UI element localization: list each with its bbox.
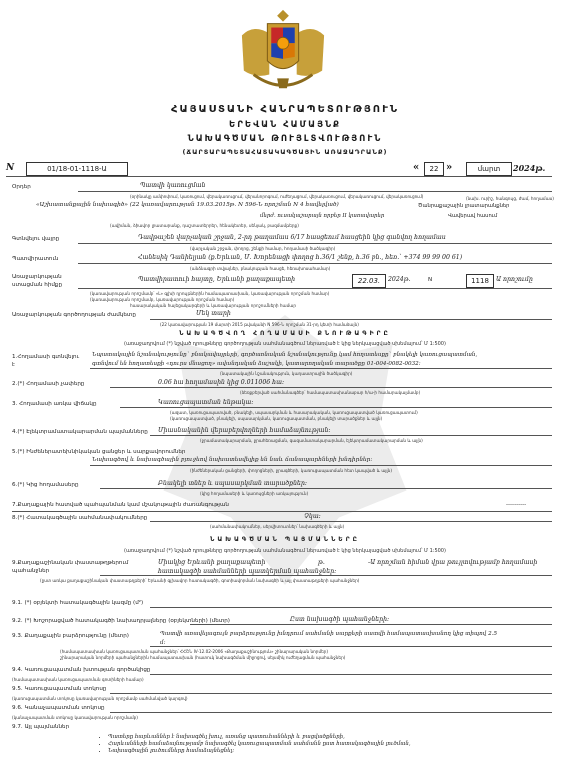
header-permit: ՆԱԽԱԳԾՄԱՆ ԹՈՒՅԼՏՎՈՒԹՅՈՒՆ xyxy=(187,134,383,144)
item95-note: (կառուցապատման տոկոսը կառավարության որոշմամբ սահմանված կարգով) xyxy=(12,696,188,701)
customer-note: (անձնագրի տվյալներ, բնակության հասցե, հեռախոսահամար) xyxy=(190,266,331,271)
item2-value: 0.06 հա հողամասին կից 0.011006 հա: xyxy=(158,379,285,386)
item93-note: (համապատասխան կառուցապատման պահանջներ՝ ՀՀՇՆ IV-12.02-2006 «Քաղաքաշինություն» շինարարական նորմեր) xyxy=(60,649,329,654)
basis-year: 2024թ. xyxy=(388,276,411,283)
item6-note: (կից հողամասերի և կառույցների առկայություն) xyxy=(200,491,309,496)
item94-label: 9.4. Կառուցապատման խտության գործակիցը xyxy=(12,667,151,673)
item3-value: Կառուցապատման ենթակա: xyxy=(158,399,254,406)
doc-day-field: 22 xyxy=(424,162,444,176)
basis-h: N xyxy=(428,277,433,283)
location-value: Դավթաշեն վարչական շրջան, 2-րդ թաղամաս 6/17 հասցեում հասցեին կից գանվող հողամաս xyxy=(138,234,446,241)
item1-value: Նպատակային նշանակությունը` բնակավայրերի, գործառնական նշանակությունը կամ հողատեսքը` բնակելի կառուցապատման, xyxy=(92,352,478,358)
basis-value: Պատվիրատուի հայտը, Երևանի քաղաքապետի xyxy=(138,276,296,283)
customer-value: Հանեսիկ Դանիելյան (ք.Երևան, Մ. Խորենացի փողոց հ.36/1 շենք, հ.36 բն., հեռ.՝ +374 99 99 00 61) xyxy=(138,254,463,261)
basis-tail: Ա որոշումը xyxy=(496,276,533,283)
header-republic: ՀԱՅԱՍՏԱՆԻ ՀԱՆՐԱՊԵՏՈՒԹՅՈՒՆ xyxy=(170,104,400,115)
procedure-label: Առաջարկության գործողության ժամկետը xyxy=(12,312,136,318)
item93-label: 9.3. Քաղաքային բարձրությունը (մետր) xyxy=(12,633,129,639)
item3-note: (ազատ, կառուցապատված, բնակելի, սպասարկման և հասարակական, կառուցապատված կառուցապատում) xyxy=(170,410,418,415)
item8-label: 8.(*) Հատակագծային սահմանափակումները xyxy=(12,515,148,521)
basis-label2: ստացման հիմքը xyxy=(12,282,63,288)
procedure-note: (22 կառավարության 19 մարտի 2015 թվականի N 596-Ն որոշման 31-րդ կետի համաձայն) xyxy=(160,322,359,327)
location-note: (վարչական շրջան, փողոց, շենքի համար, հողամասի ծածկագիր) xyxy=(190,246,336,251)
orderer-label: Օրդեր xyxy=(12,184,31,190)
section1-intro: (առաջադրվում (*) նշված դրույթները գործողության սահմանագծում ներառված է կից ներկայացված սխեմայում՝ Մ 1:500) xyxy=(124,341,446,347)
item5-label: 5.(*) Ինժեներատեխնիկական ցանցեր և սարքավորումներ xyxy=(12,449,186,455)
item7-tail: ---------- xyxy=(506,502,527,508)
coat-of-arms-icon xyxy=(234,6,332,98)
item7-label: 7.Քաղաքային հատված պահպանման կամ մշակութային ժառանգության xyxy=(12,502,229,508)
location-label: Գտնվելու վայրը xyxy=(12,236,60,242)
list-item: • Նախագծային լուծումները համաձայնեցնել: xyxy=(108,748,548,754)
item93-value: Պատվի առավելագույն բարձրությունը խնդրում սահմանի սարքերի սատվի համապատասխանող կից տիպով 2.5 xyxy=(160,631,498,637)
item4-value: Միասնականին վերաբերվողների համաձայնության: xyxy=(158,427,331,434)
item1-label2: է xyxy=(12,362,15,368)
item8-value: Չկա: xyxy=(304,513,321,520)
item93-value2: մ: xyxy=(160,640,166,646)
orderer-value: Պատվի կառուցման xyxy=(140,182,206,189)
header-subtitle: (ՃԱՐՏԱՐԱՊԵՏԱՀԱՏԱԿԱԳԾԱՅԻՆ ԱՌԱՋԱԴՐԱՆՔ) xyxy=(182,148,388,156)
item2-note: (ձեռքբերված սահմանագծեր՝ համապատասխանաբար հ/ա-ի համարակալմամբ) xyxy=(240,390,421,395)
item91-label: 9.1. (*) օբյեկտի հատակագծային կազմը (մ²) xyxy=(12,600,144,606)
item96-label: 9.6. Կանաչապատման տոկոսը xyxy=(12,705,105,711)
item4-label: 4.(*) Էլեկտրամատակարարման պայմանները xyxy=(12,429,148,435)
item5-note: (ինժեներական ցանցերի, փողոցների, ջրագծերի, կառուցապատման հետ կապված և այլն) xyxy=(190,468,392,473)
item1-label: 1.Հողամասի գտնվելու xyxy=(12,354,80,360)
basis-note: (կառավարության որոշմամբ՝ «Լ» գլխի դրույթներին համապատասխան, կառավարության որոշման համար) xyxy=(90,291,330,296)
section2-intro: (առաջադրվում (*) նշված դրույթները գործողության սահմանագծում ներառված է կից ներկայացված սխեմայում՝ Մ 1:500) xyxy=(124,548,446,554)
item9-note: (ըստ առկա քաղաքաշինական փաստաթղթերի՝ Երևանի գլխավոր հատակագծի, գոտիավորման նախագծի և այլ փաստաթղթերի պահանջներ) xyxy=(40,578,360,583)
item92-value: Ըստ նախագծի պահանջների: xyxy=(290,616,390,623)
item9-value2: հատակագծի սահմանների պատկերման պահանջներ: xyxy=(158,568,337,575)
conditions-list xyxy=(96,734,548,755)
section1-title: ՆԱԽԱԳԾՎՈՂ ՀՈՂԱՄԱՍԻ ՔՆՈՒԹԱԳԻՐԸ xyxy=(179,330,391,337)
doc-number-field: 01/18-01-1118-Ա xyxy=(26,162,128,176)
item9-value: Միակից Երևանի քաղաքապետի xyxy=(158,559,266,566)
orderer-note: (օրինակը ամփոփում, կառուցում, վերակառուցում, վերանորոգում, ուժեղացում, վերակառուցում, վերակառուցում, վերակառուցում) xyxy=(130,194,424,199)
item94-note: (համապատասխան կառուցապատման գոտիների համար) xyxy=(12,677,144,682)
item9-value-c: -Ա որոշման հիման վրա թույլտվությամբ հողամասի xyxy=(368,559,538,566)
item3-label: 3. Հողամասի առկա վիճակը xyxy=(12,401,97,407)
item97-label: 9.7. Այլ պայմաններ xyxy=(12,724,70,730)
decree-note: (նախ. ուրիշ, հանգույց, ժամ, հողամաս) xyxy=(466,196,554,201)
decree-value: «Աշխատանքային նախագիծ» (22 կառավարության 19.03.2015թ. N 596-Ն որոշման N 4 հավելված) xyxy=(36,202,339,208)
quote-close: » xyxy=(446,162,453,173)
item8-note: (սահմանափակումներ, սերվիտուտներ՝ նախագծերի և այլն) xyxy=(210,524,345,529)
basis-note3: հասարակական հայեցակարգերի և կառավարության որոշումների համար xyxy=(130,303,296,308)
item9-label: 9.Քաղաքաշինական փաստաթղթերում xyxy=(12,560,129,566)
doc-number-label: N xyxy=(6,163,15,173)
procedure-value: Մեկ տարի xyxy=(196,310,231,317)
item1-note: (նպատակային նշանակություն, կադաստրային ծածկագիր) xyxy=(220,371,353,376)
object-note: (ավիման, ձիավոր լրատարանք, դաշտատերրեր, հենակետեր, սենյակ, բազմամթերք) xyxy=(110,223,299,228)
item1-value2: գտնվում են հողատեսքի «դուրս մնացող» ավանդական ձաշակի, կատարողական տարածքը 01-004-0082-0032: xyxy=(92,361,421,367)
quote-open: « xyxy=(413,162,420,173)
item92-label: 9.2. (*) Խոշորացված հատակագծի նախադրյալները (օբյեկտների) (մետր) xyxy=(12,618,230,624)
basis-label: Առաջարկության xyxy=(12,274,62,280)
decree-note2b: Վավերավ հասում xyxy=(448,213,498,219)
item95-label: 9.5. Կառուցապատման տոկոսը xyxy=(12,686,107,692)
item9-label2: պահանջներ xyxy=(12,568,50,574)
list-item: • Պատերը հարևաններ է նախագծել խուլ, առանց պատուհանների և բացվածքների, xyxy=(108,734,548,740)
customer-label: Պատվիրատուն xyxy=(12,256,59,262)
item2-label: 2.(*) Հողամասի չափերը xyxy=(12,381,85,387)
section2-title: ՆԱԽԱԳԾՄԱՆ ՊԱՅՄԱՆՆԵՐԸ xyxy=(210,536,360,543)
header-community: ԵՐԵՎԱՆ ՀԱՄԱՅՆՔ xyxy=(229,120,341,130)
item3-note2: (կառուցապատված, բնակելի, սպասարկման, կառուցապատման, բնակելի տարածքներ և այլն) xyxy=(170,416,383,421)
item9-value-b: թ. xyxy=(318,559,325,566)
item5-value: Նախագծով և նախագծային բյուջեով նախատեսվելիք են նաև ճանապարհների խնդիրներ: xyxy=(92,457,373,463)
basis-number-field: 1118 xyxy=(466,274,494,288)
item6-value: Բնակելի տներ և սպասարկման տարածքներ: xyxy=(158,480,307,487)
item4-note: (ջրամատակարարման, ջրահեռացման, գազամատակարարման, էլեկտրամատակարարման և այլն) xyxy=(200,438,423,443)
item93-note2: շինարարական նորմերի պահանջներին համապատասխան (հատուկ նախագծման միջոցով, սեյսմիկ ուժեղացման պահանջներ) xyxy=(60,655,346,660)
doc-month-field: մարտ xyxy=(466,162,512,176)
decree-right: Ծանրաքաշային լրատարանքներ xyxy=(418,203,510,209)
item6-label: 6.(*) Կից հողամասերը xyxy=(12,482,79,488)
basis-note2: (կառավարության որոշմամբ, կառավարության որոշման համար) xyxy=(90,297,235,302)
doc-year: 2024թ. xyxy=(513,163,546,173)
list-item: • Հարևանների համաձայնությամբ նախագծել կառուցապատման սահմանն ըստ հատակագծային լուծման, xyxy=(108,741,548,747)
basis-date-field: 22.03. xyxy=(352,274,386,288)
decree-note2: մերժ. ուսակաշարայն որբեր II կառավարեր xyxy=(260,213,385,219)
item96-note: (կանաչապատման տոկոսը կառավարության որոշմամբ) xyxy=(12,715,138,720)
